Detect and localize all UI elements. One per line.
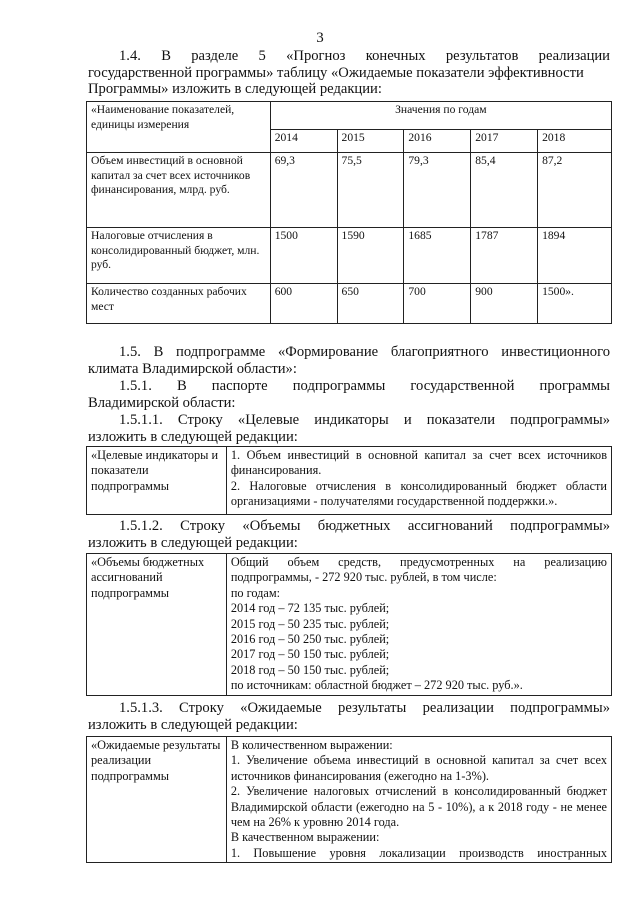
paragraph-1-5-line2: климата Владимирской области»:: [88, 360, 297, 377]
row-name: Объем инвестиций в основной капитал за счет всех источников финансирования, млрд. руб.: [87, 153, 271, 228]
paragraph-1-5-1-line1: 1.5.1. В паспорте подпрограммы государственной программы: [119, 378, 610, 394]
result-item: 1. Увеличение объема инвестиций в основной капитал за счет всех источников финансирования (ежегодно на 1-3%).: [230, 753, 607, 783]
header-values-by-year: Значения по годам: [270, 102, 611, 130]
paragraph-1-4: [88, 48, 610, 98]
by-years-label: по годам:: [230, 585, 281, 600]
cell-value: 900: [471, 284, 538, 324]
header-year: 2015: [337, 130, 404, 153]
year-amount: 2016 год – 50 250 тыс. рублей;: [230, 632, 390, 647]
header-year: 2018: [538, 130, 612, 153]
table-row: [87, 284, 612, 324]
result-item: 2. Увеличение налоговых отчислений в консолидированный бюджет Владимирской области (ежегодно на 5 - 10%), а к 2018 году - не менее чем на 26% к уровню 2014 года.: [230, 784, 607, 830]
budget-allocations-table: [86, 553, 612, 696]
cell-value: 69,3: [270, 153, 337, 228]
cell-value: 700: [404, 284, 471, 324]
expected-results-table: [86, 736, 612, 863]
paragraph-1-5-1-3: [88, 700, 610, 733]
cell-value: 1685: [404, 228, 471, 284]
table-row: [87, 153, 612, 228]
paragraph-1-5-1-line2: Владимирской области:: [88, 394, 236, 411]
paragraph-1-5-1-3-line1: 1.5.1.3. Строку «Ожидаемые результаты реализации подпрограммы»: [119, 700, 610, 716]
paragraph-1-5-1-2-line1: 1.5.1.2. Строку «Объемы бюджетных ассигнований подпрограммы»: [119, 518, 610, 534]
indicator-item: 1. Объем инвестиций в основной капитал за счет всех источников финансирования.: [230, 448, 607, 478]
cell-value: 1500».: [538, 284, 612, 324]
cell-value: 650: [337, 284, 404, 324]
row-label: «Ожидаемые результаты реализации подпрограммы: [87, 737, 227, 863]
cell-value: 87,2: [538, 153, 612, 228]
cell-value: 600: [270, 284, 337, 324]
qualitative-label: В качественном выражении:: [230, 830, 380, 845]
result-item: 1. Повышение уровня локализации производств иностранных: [230, 845, 607, 860]
year-amount: 2014 год – 72 135 тыс. рублей;: [230, 601, 390, 616]
indicators-table: [86, 101, 612, 324]
cell-value: 79,3: [404, 153, 471, 228]
cell-value: 75,5: [337, 153, 404, 228]
row-label: «Целевые индикаторы и показатели подпрограммы: [87, 447, 227, 515]
paragraph-1-5-1-2: [88, 518, 610, 551]
cell-value: 85,4: [471, 153, 538, 228]
indicator-item: 2. Налоговые отчисления в консолидированный бюджет области организациями - получателями государственной поддержки.».: [230, 478, 607, 509]
paragraph-1-5-1-1-line2: изложить в следующей редакции:: [88, 428, 298, 445]
quantitative-label: В количественном выражении:: [230, 738, 393, 752]
row-name: Количество созданных рабочих мест: [87, 284, 271, 324]
paragraph-1-4-line2: государственной программы» таблицу «Ожидаемые показатели эффективности: [88, 64, 584, 81]
row-content: [226, 447, 611, 515]
year-amount: 2017 год – 50 150 тыс. рублей;: [230, 647, 390, 662]
row-content: [226, 554, 611, 696]
funding-sources: по источникам: областной бюджет – 272 920 тыс. руб.».: [230, 678, 523, 693]
cell-value: 1894: [538, 228, 612, 284]
cell-value: 1500: [270, 228, 337, 284]
header-year: 2016: [404, 130, 471, 153]
paragraph-1-5-1-1: [88, 412, 610, 445]
year-amount: 2015 год – 50 235 тыс. рублей;: [230, 616, 390, 631]
target-indicators-table: [86, 446, 612, 515]
header-year: 2017: [471, 130, 538, 153]
budget-intro: Общий объем средств, предусмотренных на реализацию подпрограммы, - 272 920 тыс. рублей, в том числе:: [230, 555, 607, 585]
row-label: «Объемы бюджетных ассигнований подпрограммы: [87, 554, 227, 696]
paragraph-1-5-1-3-line2: изложить в следующей редакции:: [88, 716, 298, 733]
header-indicator-name: «Наименование показателей, единицы измерения: [87, 102, 271, 153]
header-year: 2014: [270, 130, 337, 153]
paragraph-1-4-line1: 1.4. В разделе 5 «Прогноз конечных результатов реализации: [119, 48, 610, 64]
row-content: [226, 737, 611, 863]
paragraph-1-5: [88, 344, 610, 377]
paragraph-1-5-1-1-line1: 1.5.1.1. Строку «Целевые индикаторы и показатели подпрограммы»: [119, 412, 610, 428]
page-number: 3: [316, 30, 324, 46]
paragraph-1-5-1-2-line2: изложить в следующей редакции:: [88, 534, 298, 551]
paragraph-1-5-line1: 1.5. В подпрограмме «Формирование благоприятного инвестиционного: [119, 344, 610, 360]
row-name: Налоговые отчисления в консолидированный бюджет, млн. руб.: [87, 228, 271, 284]
cell-value: 1590: [337, 228, 404, 284]
table-row: [87, 228, 612, 284]
cell-value: 1787: [471, 228, 538, 284]
paragraph-1-4-line3: Программы» изложить в следующей редакции:: [88, 81, 382, 97]
year-amount: 2018 год – 50 150 тыс. рублей;: [230, 662, 390, 677]
paragraph-1-5-1: [88, 378, 610, 411]
